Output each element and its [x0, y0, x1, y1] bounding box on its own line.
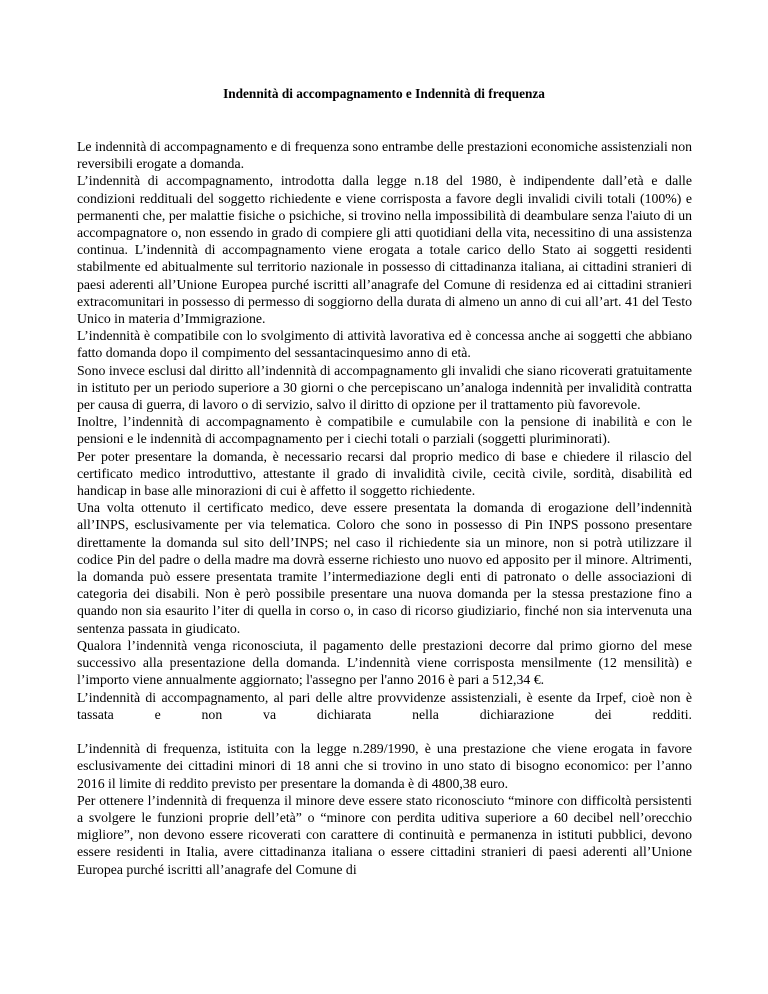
paragraph-exclusions: Sono invece esclusi dal diritto all’indennità di accompagnamento gli invalidi che siano ricoverati gratuitamente in istituto per un periodo superiore a 30 giorni o che percepiscano un’analoga indennità per invalidità contratta per causa di guerra, di lavoro o di servizio, salvo il diritto di opzione per il trattamento più favorevole. [77, 362, 692, 413]
paragraph-accompagnamento-definition: L’indennità di accompagnamento, introdotta dalla legge n.18 del 1980, è indipendente dall’età e dalle condizioni reddituali del soggetto richiedente e viene corrisposta a favore degli invalidi civili totali (100%) e permanenti che, per malattie fisiche o psichiche, si trovino nella impossibilità di deambulare senza l'aiuto di un accompagnatore o, non essendo in grado di compiere gli atti quotidiani della vita, necessitino di una assistenza continua. L’indennità di accompagnamento viene erogata a totale carico dello Stato ai soggetti residenti stabilmente ed abitualmente sul territorio nazionale in possesso di cittadinanza italiana, ai cittadini stranieri di paesi aderenti all’Unione Europea purché iscritti all’anagrafe del Comune di residenza ed ai cittadini stranieri extracomunitari in possesso di permesso di soggiorno della durata di almeno un anno di cui all’art. 41 del Testo Unico in materia d’Immigrazione. [77, 173, 692, 327]
paragraph-frequenza-requirements: Per ottenere l’indennità di frequenza il minore deve essere stato riconosciuto “minore con difficoltà persistenti a svolgere le funzioni proprie dell’età” o “minore con perdita uditiva superiore a 60 decibel nell’orecchio migliore”, non devono essere ricoverati con carattere di continuità e permanenza in istituti pubblici, devono essere residenti in Italia, avere cittadinanza italiana o essere cittadini stranieri di paesi aderenti all’Unione Europea purché iscritti all’anagrafe del Comune di [77, 792, 692, 877]
paragraph-compatibility-work: L’indennità è compatibile con lo svolgimento di attività lavorativa ed è concessa anche ai soggetti che abbiano fatto domanda dopo il compimento del sessantacinquesimo anno di età. [77, 328, 692, 361]
paragraph-medical-certificate: Per poter presentare la domanda, è necessario recarsi dal proprio medico di base e chiedere il rilascio del certificato medico introduttivo, attestante il grado di invalidità civile, cecità civile, sordità, disabilità ed handicap in base alle minorazioni di cui è affetto il soggetto richiedente. [77, 448, 692, 499]
paragraph-irpef: L’indennità di accompagnamento, al pari delle altre provvidenze assistenziali, è esente da Irpef, cioè non è tassata e non va dichiarata nella dichiarazione dei redditi. [77, 689, 692, 722]
paragraph-frequenza-definition: L’indennità di frequenza, istituita con la legge n.289/1990, è una prestazione che viene erogata in favore esclusivamente dei cittadini minori di 18 anni che si trovino in uno stato di bisogno economico: per l’anno 2016 il limite di reddito previsto per presentare la domanda è di 4800,38 euro. [77, 741, 692, 791]
document-title: Indennità di accompagnamento e Indennità di frequenza [223, 86, 545, 101]
paragraph-inps-application: Una volta ottenuto il certificato medico, deve essere presentata la domanda di erogazione dell’indennità all’INPS, esclusivamente per via telematica. Coloro che sono in possesso di Pin INPS possono presentare direttamente la domanda sul sito dell’INPS; nel caso il richiedente sia un minore, non si potrà utilizzare il codice Pin del padre o della madre ma dovrà esserne richiesto uno nuovo ed apposito per il minore. Altrimenti, la domanda può essere presentata tramite l’intermediazione degli enti di patronato o delle associazioni di categoria dei disabili. Non è però possibile presentare una nuova domanda per la stessa prestazione fino a quando non sia esaurito l’iter di quella in corso o, in caso di ricorso giudiziario, finché non sia intervenuta una sentenza passata in giudicato. [77, 500, 692, 636]
paragraph-intro: Le indennità di accompagnamento e di frequenza sono entrambe delle prestazioni economiche assistenziali non reversibili erogate a domanda. [77, 139, 692, 172]
paragraph-cumulability: Inoltre, l’indennità di accompagnamento è compatibile e cumulabile con la pensione di inabilità e con le pensioni e le indennità di accompagnamento per i ciechi totali o parziali (soggetti pluriminorati). [77, 414, 692, 447]
paragraph-spacer [77, 723, 692, 740]
document-body [77, 138, 692, 878]
paragraph-payment: Qualora l’indennità venga riconosciuta, il pagamento delle prestazioni decorre dal primo giorno del mese successivo alla presentazione della domanda. L’indennità viene corrisposta mensilmente (12 mensilità) e l’importo viene annualmente aggiornato; l'assegno per l'anno 2016 è pari a 512,34 €. [77, 637, 692, 688]
